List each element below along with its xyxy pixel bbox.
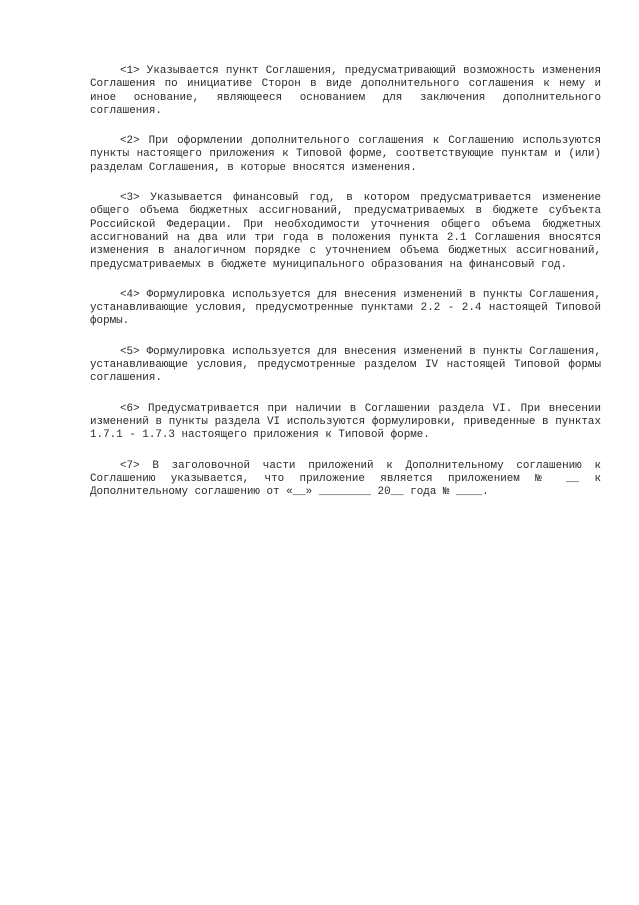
footnote-3: <3> Указывается финансовый год, в котором предусматривается изменение общего объема бюджетных ассигнований, предусматриваемых в бюджете субъекта Российской Федерации. При необходимости уточнения общего объема бюджетных ассигнований на два или три года в положения пункта 2.1 Соглашения вносятся изменения в аналогичном порядке с уточнением объема бюджетных ассигнований, предусматриваемых в бюджете муниципального образования на финансовый год. [90, 192, 601, 271]
footnotes-block [90, 65, 601, 516]
footnote-4: <4> Формулировка используется для внесения изменений в пункты Соглашения, устанавливающие условия, предусмотренные пунктами 2.2 - 2.4 настоящей Типовой формы. [90, 288, 601, 328]
footnote-1: <1> Указывается пункт Соглашения, предусматривающий возможность изменения Соглашения по инициативе Сторон в виде дополнительного соглашения к нему и иное основание, являющееся основанием для заключения дополнительного соглашения. [90, 65, 601, 117]
footnote-7: <7> В заголовочной части приложений к Дополнительному соглашению к Соглашению указывается, что приложение является приложением № __ к Дополнительному соглашению от «__» ________ 20__ года № ____. [90, 459, 601, 499]
footnote-2: <2> При оформлении дополнительного соглашения к Соглашению используются пункты настоящего приложения к Типовой форме, соответствующие пунктам и (или) разделам Соглашения, в которые вносятся изменения. [90, 135, 601, 174]
footnote-6: <6> Предусматривается при наличии в Соглашении раздела VI. При внесении изменений в пункты раздела VI используются формулировки, приведенные в пунктах 1.7.1 - 1.7.3 настоящего приложения к Типовой форме. [90, 402, 601, 442]
footnote-5: <5> Формулировка используется для внесения изменений в пункты Соглашения, устанавливающие условия, предусмотренные разделом IV настоящей Типовой формы соглашения. [90, 345, 601, 385]
